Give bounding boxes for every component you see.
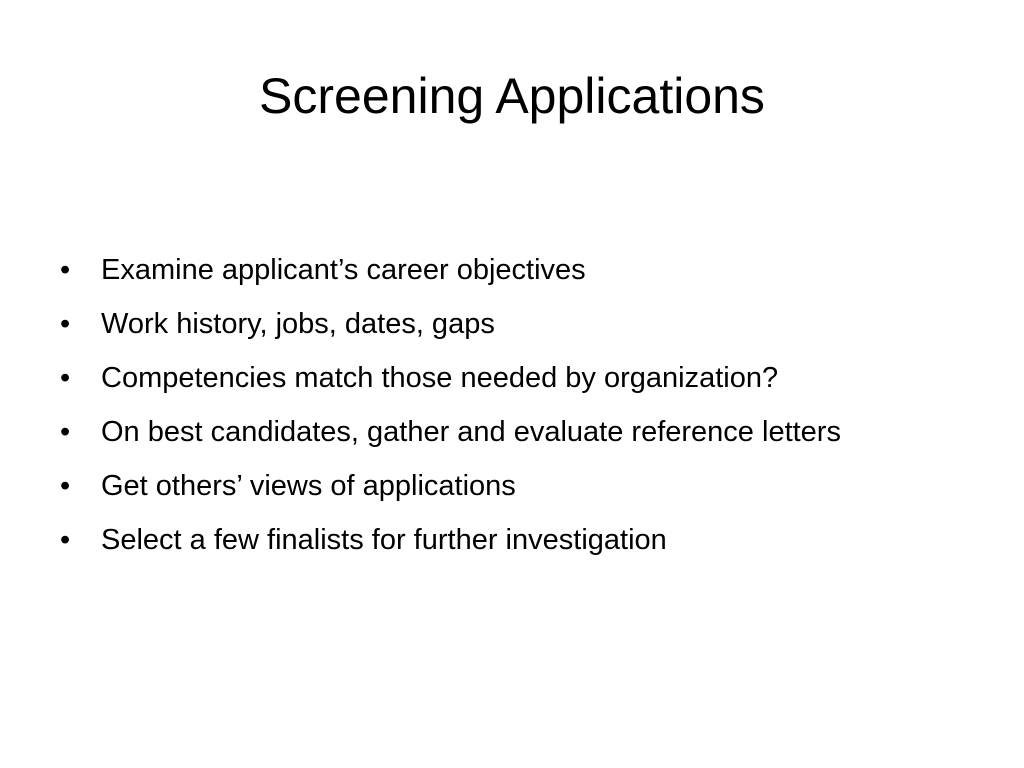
bullet-item	[60, 304, 960, 345]
bullet-item	[60, 412, 960, 453]
bullet-text: Get others’ views of applications	[101, 470, 516, 502]
bullet-item	[60, 520, 960, 561]
bullet-text: On best candidates, gather and evaluate reference letters	[101, 416, 841, 448]
bullet-text: Examine applicant’s career objectives	[101, 254, 586, 286]
bullet-text: Work history, jobs, dates, gaps	[101, 308, 495, 340]
bullet-icon: •	[60, 524, 71, 556]
bullet-icon: •	[60, 254, 71, 286]
bullet-icon: •	[60, 362, 71, 394]
slide-title: Screening Applications	[259, 68, 765, 124]
bullet-list	[60, 250, 960, 574]
bullet-item	[60, 466, 960, 507]
bullet-text: Competencies match those needed by organization?	[101, 362, 779, 394]
bullet-item	[60, 358, 960, 399]
bullet-icon: •	[60, 416, 71, 448]
bullet-icon: •	[60, 308, 71, 340]
bullet-text: Select a few finalists for further investigation	[101, 524, 667, 556]
bullet-item	[60, 250, 960, 291]
bullet-icon: •	[60, 470, 71, 502]
